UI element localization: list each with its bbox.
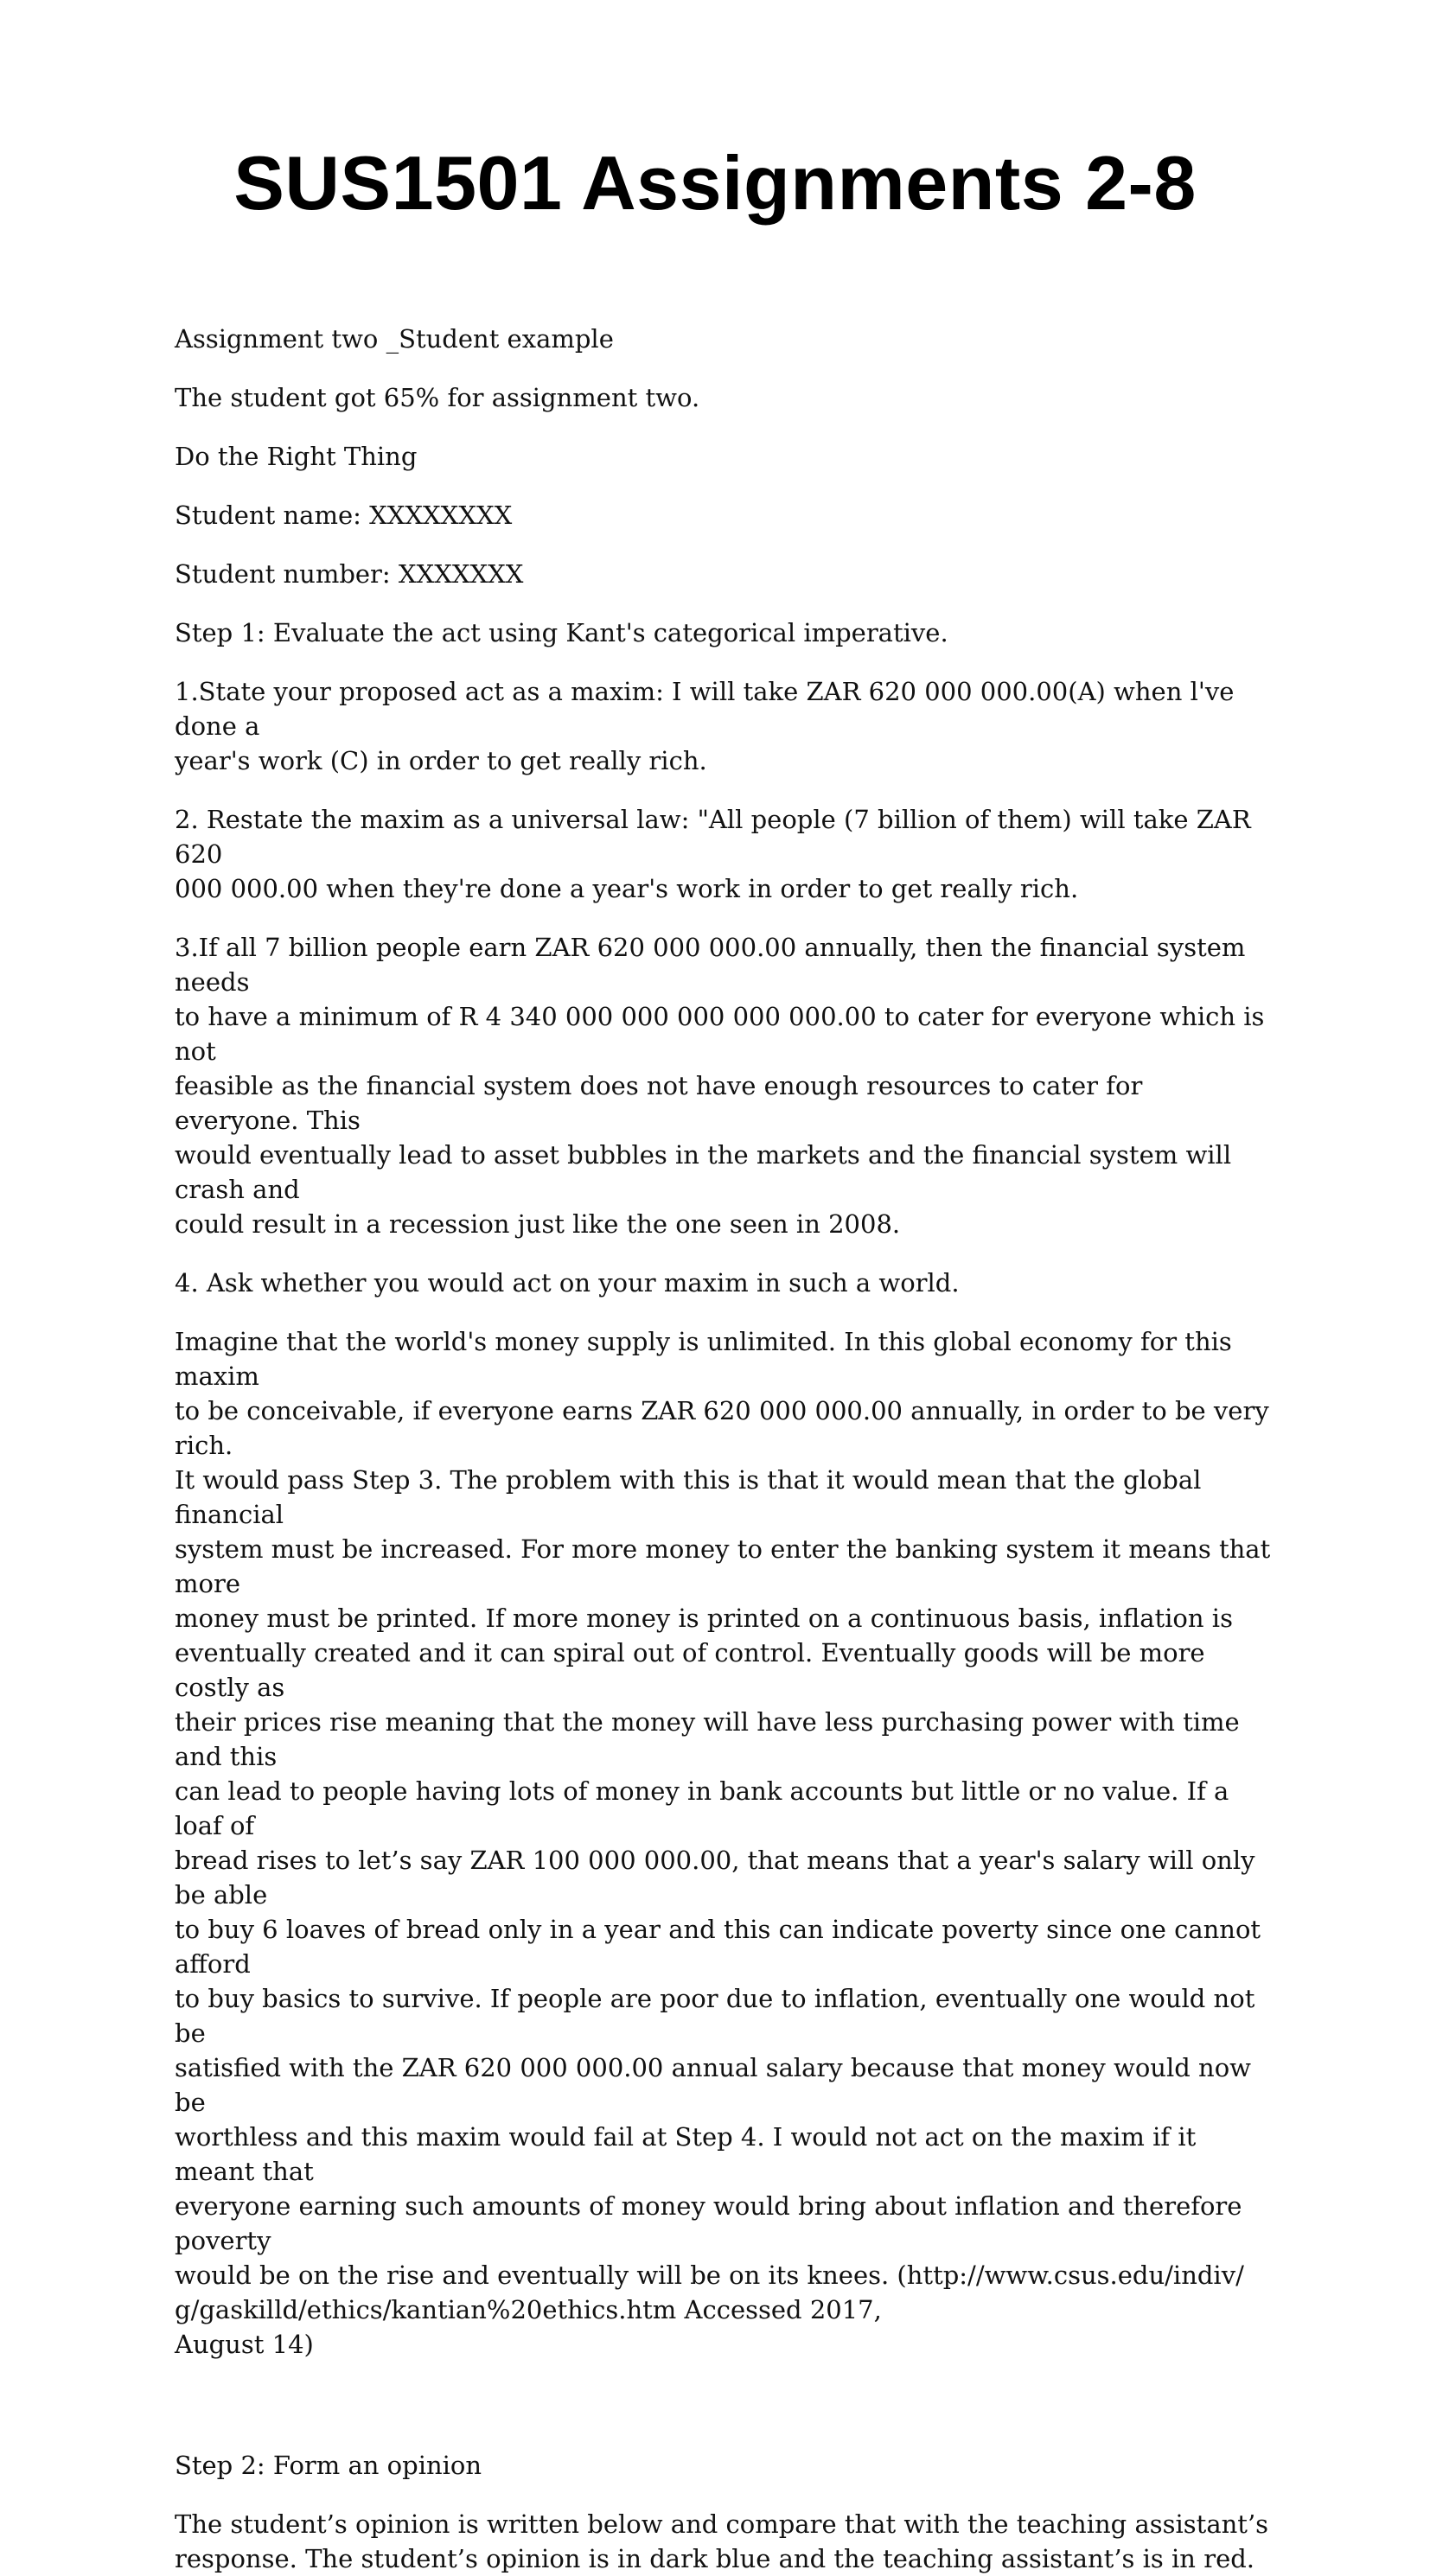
- step-2-heading: Step 2: Form an opinion: [175, 2451, 482, 2480]
- student-name: Student name: XXXXXXXX: [175, 501, 513, 530]
- step-1-heading: Step 1: Evaluate the act using Kant's categorical imperative.: [175, 618, 948, 647]
- student-number: Student number: XXXXXXX: [175, 559, 524, 589]
- list-item-4: 4. Ask whether you would act on your maxim in such a world.: [175, 1268, 960, 1298]
- body-paragraph: Imagine that the world's money supply is unlimited. In this global economy for this maxim to be conceivable, if everyone earns ZAR 620 000 000.00 annually, in order to be very rich. It would pass Step 3. The problem with this is that it would mean that the global financial system must be increased. For more money to enter the banking system it means that more money must be printed. If more money is printed on a continuous basis, inflation is eventually created and it can spiral out of control. Eventually goods will be more costly as their prices rise meaning that the money will have less purchasing power with time and this can lead to people having lots of money in bank accounts but little or no value. If a loaf of bread rises to let’s say ZAR 100 000 000.00, that means that a year's salary will only be able to buy 6 loaves of bread only in a year and this can indicate poverty since one cannot afford to buy basics to survive. If people are poor due to inflation, eventually one would not be satisfied with the ZAR 620 000 000.00 annual salary because that money would now be worthless and this maxim would fail at Step 4. I would not act on the maxim if it meant that everyone earning such amounts of money would bring about inflation and therefore poverty would be on the rise and eventually will be on its knees. (http://www.csus.edu/indiv/ g/gaskilld/ethics/kantian%20ethics.htm Accessed 2017, August 14): [175, 1327, 1271, 2359]
- assignment-heading: Assignment two _Student example: [175, 324, 614, 354]
- document-body: [175, 322, 1273, 2576]
- document-title: SUS1501 Assignments 2-8: [233, 140, 1197, 226]
- list-item-3: 3.If all 7 billion people earn ZAR 620 000 000.00 annually, then the financial system needs to have a minimum of R 4 340 000 000 000 000 000.00 to cater for everyone which is not feasible as the financial system does not have enough resources to cater for everyone. This would eventually lead to asset bubbles in the markets and the financial system will crash and could result in a recession just like the one seen in 2008.: [175, 933, 1265, 1239]
- closing-paragraph: The student’s opinion is written below and compare that with the teaching assistant’s response. The student’s opinion is in dark blue and the teaching assistant’s is in red.: [175, 2509, 1269, 2573]
- essay-title: Do the Right Thing: [175, 442, 418, 471]
- list-item-2: 2. Restate the maxim as a universal law: "All people (7 billion of them) will take ZAR 620 000 000.00 when they're done a year's work in order to get really rich.: [175, 805, 1251, 903]
- list-item-1: 1.State your proposed act as a maxim: I will take ZAR 620 000 000.00(A) when l've done a year's work (C) in order to get really rich.: [175, 677, 1235, 775]
- grade-statement: The student got 65% for assignment two.: [175, 383, 700, 412]
